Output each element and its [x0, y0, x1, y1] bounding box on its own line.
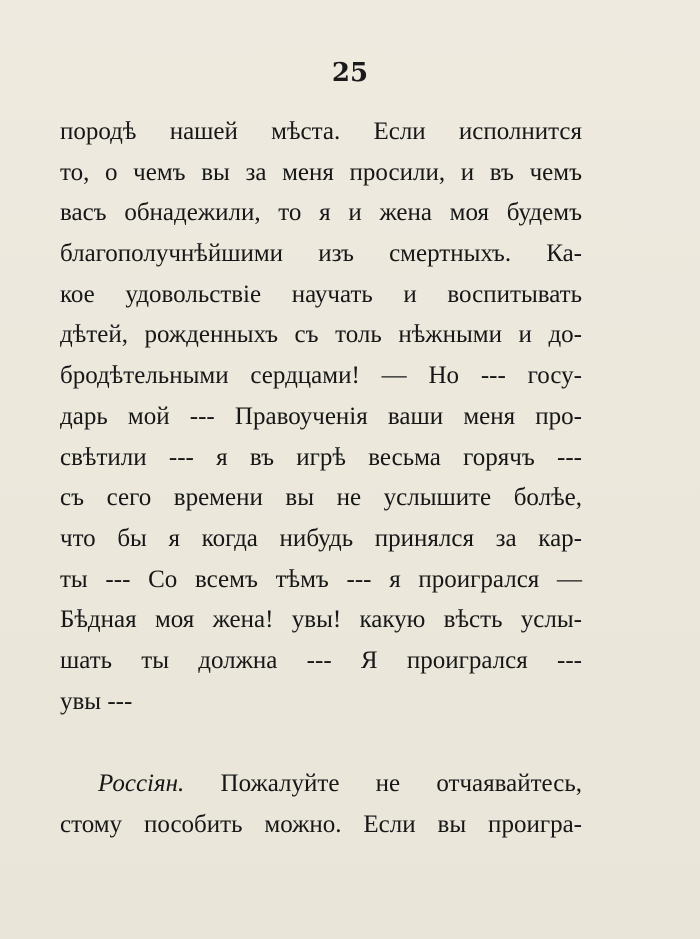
text-line: бродѣтельными сердцами! — Но --- госу-: [60, 362, 582, 390]
text-line: дѣтей, рожденныхъ съ толь нѣжными и до-: [60, 321, 582, 349]
text-line: то, о чемъ вы за меня просили, и въ чемъ: [60, 158, 582, 186]
text-line: стому пособить можно. Если вы проигра-: [60, 811, 582, 838]
speaker-name: Россіян.: [98, 770, 185, 798]
text-line: что бы я когда нибудь принялся за кар-: [60, 524, 582, 552]
text-line: свѣтили --- я въ игрѣ весьма горячъ ---: [60, 443, 582, 471]
text-span: Пожалуйте не отчаявайтесь,: [184, 770, 582, 798]
text-line: [60, 764, 582, 805]
text-line: Бѣдная моя жена! увы! какую вѣсть услы-: [60, 606, 582, 634]
text-line: увы ---: [60, 687, 133, 715]
text-line: ты --- Со всемъ тѣмъ --- я проигрался —: [60, 565, 582, 593]
text-line: породѣ нашей мѣста. Если исполнится: [60, 118, 582, 145]
text-line: шать ты должна --- Я проигрался ---: [60, 646, 582, 674]
text-line: съ сего времени вы не услышите болѣе,: [60, 484, 582, 512]
page-number: 25: [331, 58, 369, 88]
text-line: кое удовольствіе научать и воспитывать: [60, 280, 582, 308]
text-line: благополучнѣйшими изъ смертныхъ. Ка-: [60, 240, 582, 268]
paragraph-gap: [60, 722, 582, 764]
body-text: [60, 112, 582, 846]
text-line: васъ обнадежили, то я и жена моя будемъ: [60, 199, 582, 227]
text-line: дарь мой --- Правоученія ваши меня про-: [60, 402, 582, 430]
